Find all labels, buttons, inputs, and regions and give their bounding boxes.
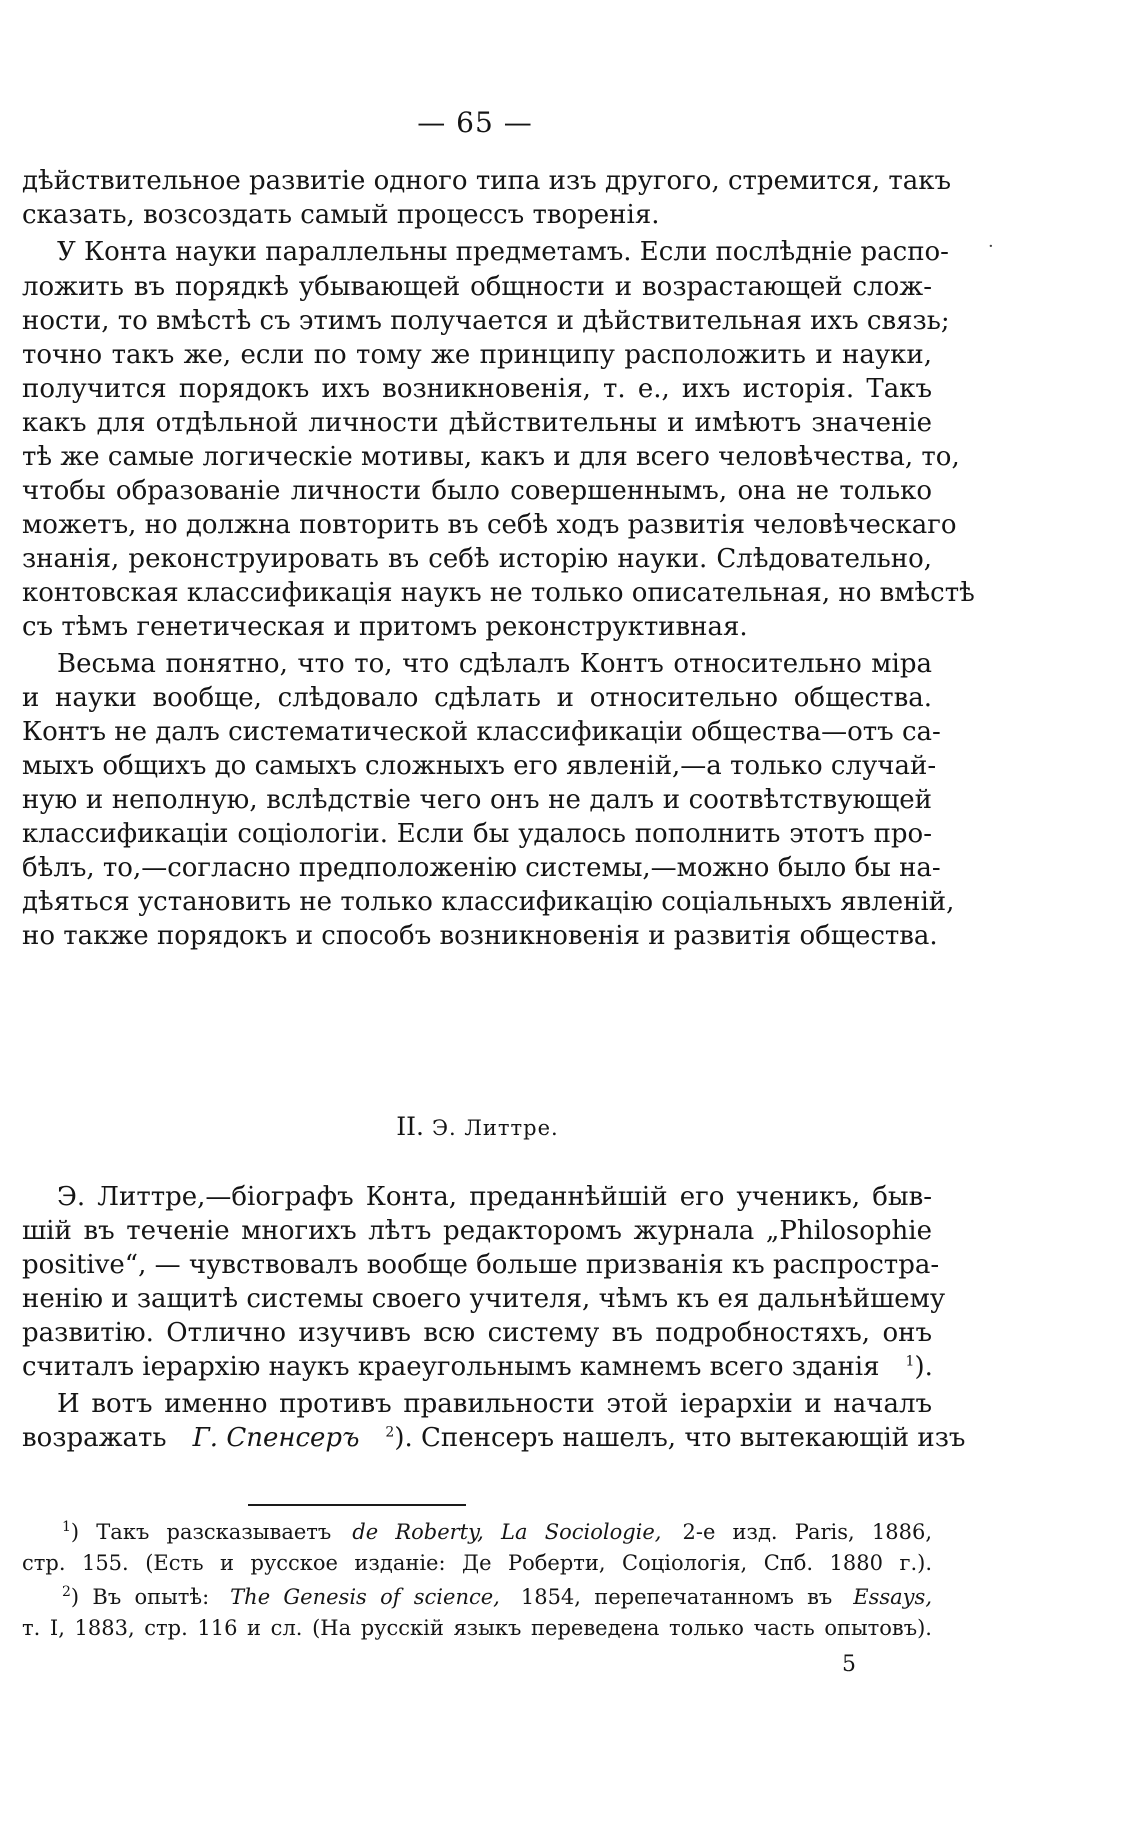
text-line	[22, 1350, 932, 1384]
text-line: и науки вообще, слѣдовало сдѣлать и относительно общества.	[22, 683, 932, 713]
text-line: ложить въ порядкѣ убывающей общности и возрастающей слож-	[22, 272, 932, 302]
text-segment: ) Такъ разсказываетъ	[70, 1520, 332, 1544]
margin-mark: ·	[988, 236, 994, 257]
section-heading	[0, 1110, 955, 1145]
text-line: ности, то вмѣстѣ съ этимъ получается и дѣйствительная ихъ связь;	[22, 306, 950, 336]
footnote-ref: 1	[905, 1353, 915, 1370]
text-line: но также порядокъ и способъ возникновенія и развитія общества.	[22, 921, 938, 951]
text-segment: считалъ іерархію наукъ краеугольнымъ камнемъ всего зданія	[22, 1352, 880, 1382]
text-line: ненію и защитѣ системы своего учителя, чѣмъ къ ея дальнѣйшему	[22, 1284, 946, 1314]
footnote-ref: 2	[385, 1424, 395, 1441]
text-line: positive“, — чувствовалъ вообще больше призванія къ распростра-	[22, 1250, 940, 1280]
text-line: развитію. Отлично изучивъ всю систему въ подробностяхъ, онъ	[22, 1318, 932, 1348]
text-segment: 1854, перепечатанномъ въ	[520, 1585, 833, 1609]
text-line	[22, 1421, 966, 1455]
text-line: контовская классификація наукъ не только описательная, но вмѣстѣ	[22, 578, 975, 608]
text-line: точно такъ же, если по тому же принципу расположить и науки,	[22, 340, 932, 370]
text-line: можетъ, но должна повторить въ себѣ ходъ развитія человѣческаго	[22, 510, 957, 540]
text-line: какъ для отдѣльной личности дѣйствительны и имѣютъ значеніе	[22, 408, 932, 438]
text-line: получится порядокъ ихъ возникновенія, т. е., ихъ исторія. Такъ	[22, 374, 932, 404]
citation-title: de Roberty, La Sociologie,	[352, 1520, 662, 1544]
page-number: — 65 —	[417, 106, 533, 139]
footnote-line	[62, 1582, 932, 1612]
footnote-line: т. I, 1883, стр. 116 и сл. (На русскій языкъ переведена только часть опытовъ).	[22, 1616, 932, 1640]
text-line: тѣ же самые логическіе мотивы, какъ и для всего человѣчества, то,	[22, 442, 960, 472]
text-line: ную и неполную, вслѣдствіе чего онъ не далъ и соотвѣтствующей	[22, 785, 932, 815]
footnote-mark: 1	[62, 1519, 71, 1535]
author-name: Г. Спенсеръ	[192, 1423, 360, 1453]
text-line: съ тѣмъ генетическая и притомъ реконструктивная.	[22, 612, 748, 642]
citation-title: Essays,	[853, 1585, 933, 1609]
text-line: У Конта науки параллельны предметамъ. Если послѣдніе распо-	[57, 237, 949, 267]
text-line: дѣяться установить не только классификацію соціальныхъ явленій,	[22, 887, 955, 917]
footnote-mark: 2	[62, 1584, 71, 1600]
signature-mark: 5	[842, 1652, 856, 1677]
footnote-line: стр. 155. (Есть и русское изданіе: Де Роберти, Соціологія, Спб. 1880 г.).	[22, 1551, 932, 1575]
text-line: Э. Литтре,—біографъ Конта, преданнѣйшій его ученикъ, быв-	[57, 1182, 932, 1212]
text-segment: ).	[914, 1352, 933, 1382]
section-number: II.	[396, 1112, 424, 1141]
text-segment: возражать	[22, 1423, 167, 1453]
footnote-line	[62, 1517, 932, 1547]
text-line: мыхъ общихъ до самыхъ сложныхъ его явленій,—а только случай-	[22, 751, 937, 781]
text-line: дѣйствительное развитіе одного типа изъ другого, стремится, такъ	[22, 166, 952, 196]
text-line: И вотъ именно противъ правильности этой іерархіи и началъ	[57, 1389, 932, 1419]
text-line: шій въ теченіе многихъ лѣтъ редакторомъ журнала „Philosophie	[22, 1216, 932, 1246]
text-segment: ). Спенсеръ нашелъ, что вытекающій изъ	[394, 1423, 966, 1453]
footnote-divider	[248, 1504, 466, 1506]
text-line: бѣлъ, то,—согласно предположенію системы,—можно было бы на-	[22, 853, 941, 883]
section-title: Э. Литтре.	[431, 1116, 559, 1140]
text-line: классификаціи соціологіи. Если бы удалось пополнить этотъ про-	[22, 819, 932, 849]
citation-title: The Genesis of science,	[230, 1585, 500, 1609]
text-line: Весьма понятно, что то, что сдѣлалъ Контъ относительно міра	[57, 649, 932, 679]
text-line: чтобы образованіе личности было совершеннымъ, она не только	[22, 476, 932, 506]
text-line: сказать, возсоздать самый процессъ творенія.	[22, 200, 660, 230]
text-line: знанія, реконструировать въ себѣ исторію науки. Слѣдовательно,	[22, 544, 932, 574]
text-segment: 2-е изд. Paris, 1886,	[682, 1520, 933, 1544]
text-segment: ) Въ опытѣ:	[70, 1585, 210, 1609]
text-line: Контъ не далъ систематической классификаціи общества—отъ са-	[22, 717, 941, 747]
